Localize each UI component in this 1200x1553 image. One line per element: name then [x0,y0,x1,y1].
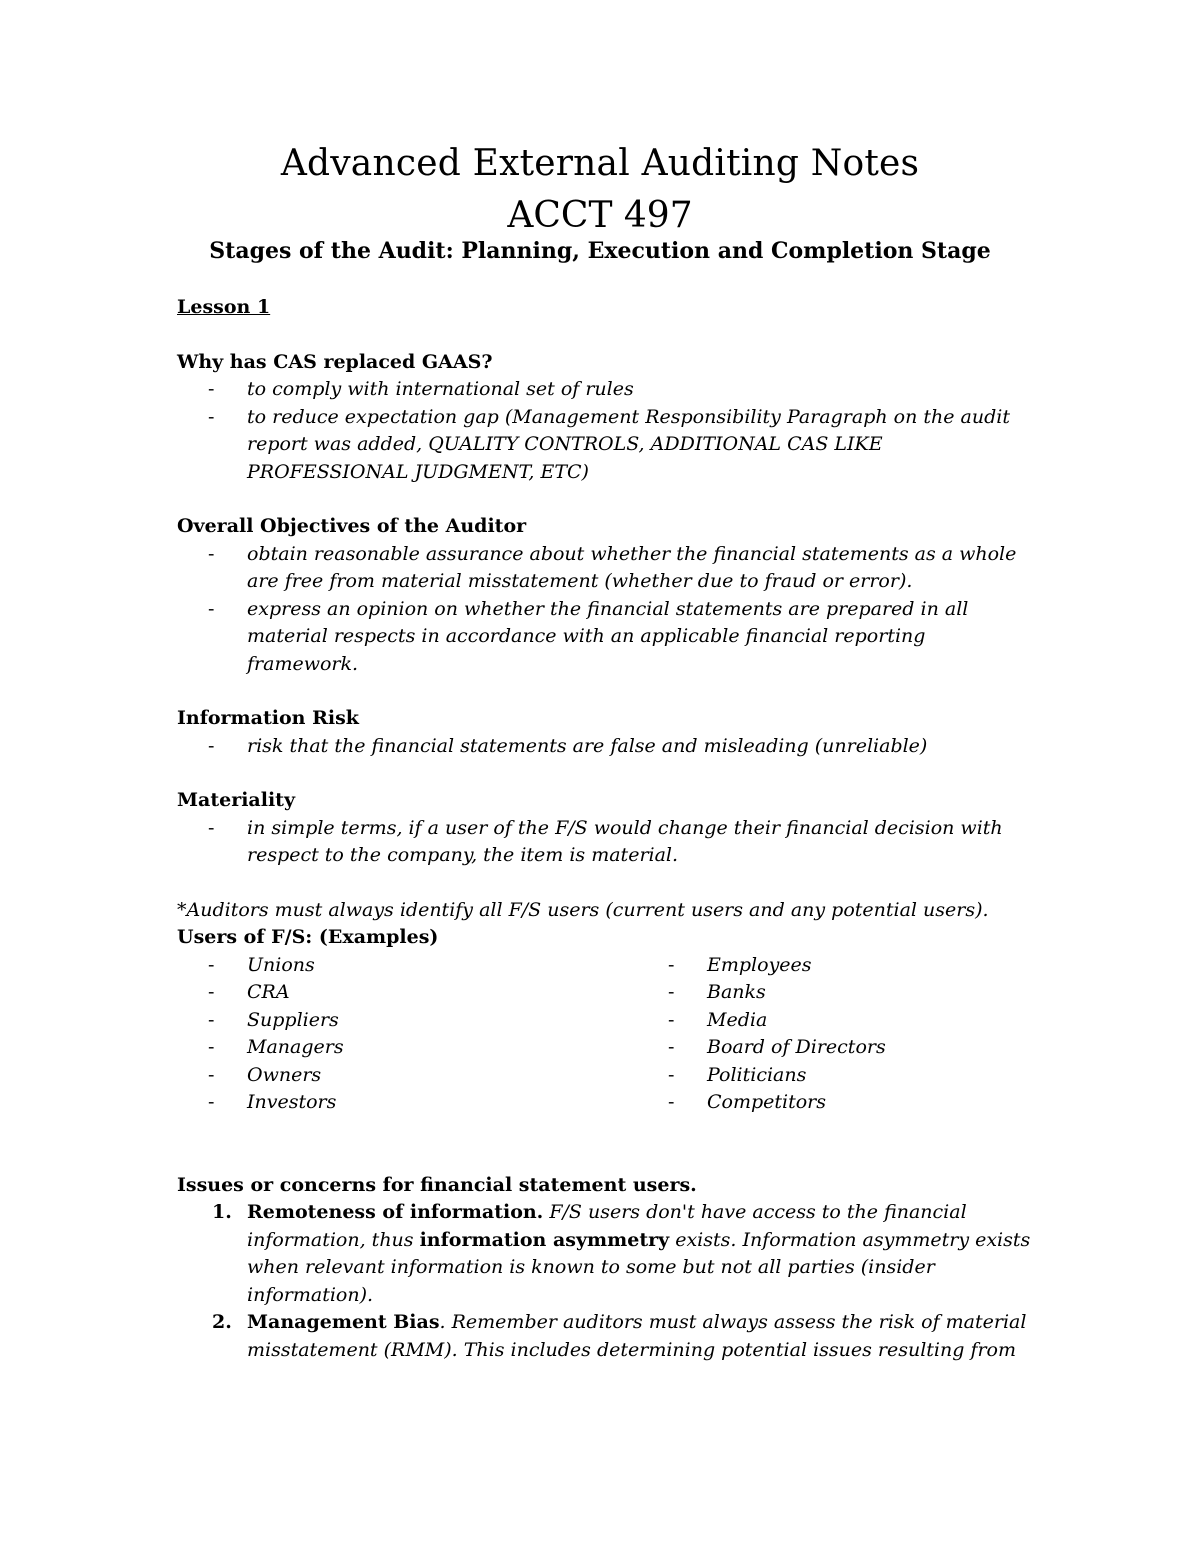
course-code: ACCT 497 [507,195,693,236]
list-item: - Competitors [637,1089,1017,1117]
section-issues [177,1172,1037,1365]
item-text: exists. Information asymmetry exists when relevant information is known to some but not all parties (insider information). [247,1228,1031,1306]
users-columns [177,952,1037,1117]
bullet-list [177,733,1037,761]
section-materiality [177,787,1037,870]
section-heading: Information Risk [177,707,359,729]
numbered-list [177,1199,1037,1364]
list-item: - Board of Directors [637,1034,1017,1062]
bullet-list [177,541,1037,679]
list-item: - Managers [177,1034,637,1062]
item-emphasis: information asymmetry [419,1228,670,1251]
list-item: - CRA [177,979,637,1007]
list-item: - in simple terms, if a user of the F/S would change their financial decision with respect to the company, the item is material. [177,815,1037,870]
section-heading: Why has CAS replaced GAAS? [177,350,493,373]
auditor-note: *Auditors must always identify all F/S users (current users and any potential users). [177,898,989,921]
users-list-left [177,952,637,1117]
list-item: - to reduce expectation gap (Management Responsibility Paragraph on the audit report was added, QUALITY CONTROLS, ADDITIONAL CAS LIKE PROFESSIONAL JUDGMENT, ETC) [177,404,1037,487]
item-number: 1. [212,1201,232,1223]
list-item: - obtain reasonable assurance about whether the financial statements as a whole are free from material misstatement (whether due to fraud or error). [177,541,1037,596]
list-item [177,1309,1037,1364]
item-lead: Remoteness of information. [247,1201,544,1223]
bullet-list [177,376,1037,486]
item-lead: Management Bias [247,1311,440,1333]
list-item: - Owners [177,1062,637,1090]
lesson-label: Lesson 1 [177,296,271,318]
section-heading: Overall Objectives of the Auditor [177,515,527,537]
document-subtitle: Stages of the Audit: Planning, Execution and Completion Stage [209,238,991,264]
item-text: . Remember auditors must always assess the risk of material misstatement (RMM). This includes determining potential issues resulting from [247,1311,1027,1361]
list-item: - to comply with international set of rules [177,376,1037,404]
section-heading: Issues or concerns for financial statement users. [177,1173,697,1196]
section-objectives [177,513,1037,678]
section-users [177,897,1037,1117]
list-item: - Investors [177,1089,637,1117]
section-heading: Materiality [177,789,295,811]
list-item: - Media [637,1007,1017,1035]
item-text: F/S users don't have access to the financial information, thus [247,1201,967,1251]
list-item: - risk that the financial statements are false and misleading (unreliable) [177,733,1037,761]
item-number: 2. [212,1311,232,1333]
section-why-cas [177,349,1037,487]
list-item: - express an opinion on whether the financial statements are prepared in all material respects in accordance with an applicable financial reporting framework. [177,596,1037,679]
list-item: - Employees [637,952,1017,980]
section-heading: Users of F/S: (Examples) [177,926,439,948]
list-item: - Banks [637,979,1017,1007]
document-body [177,294,1037,1364]
list-item: - Politicians [637,1062,1017,1090]
section-information-risk [177,705,1037,760]
list-item [177,1199,1037,1309]
users-list-right [637,952,1017,1117]
document-title: Advanced External Auditing Notes [280,143,920,184]
list-item: - Suppliers [177,1007,637,1035]
list-item: - Unions [177,952,637,980]
bullet-list [177,815,1037,870]
